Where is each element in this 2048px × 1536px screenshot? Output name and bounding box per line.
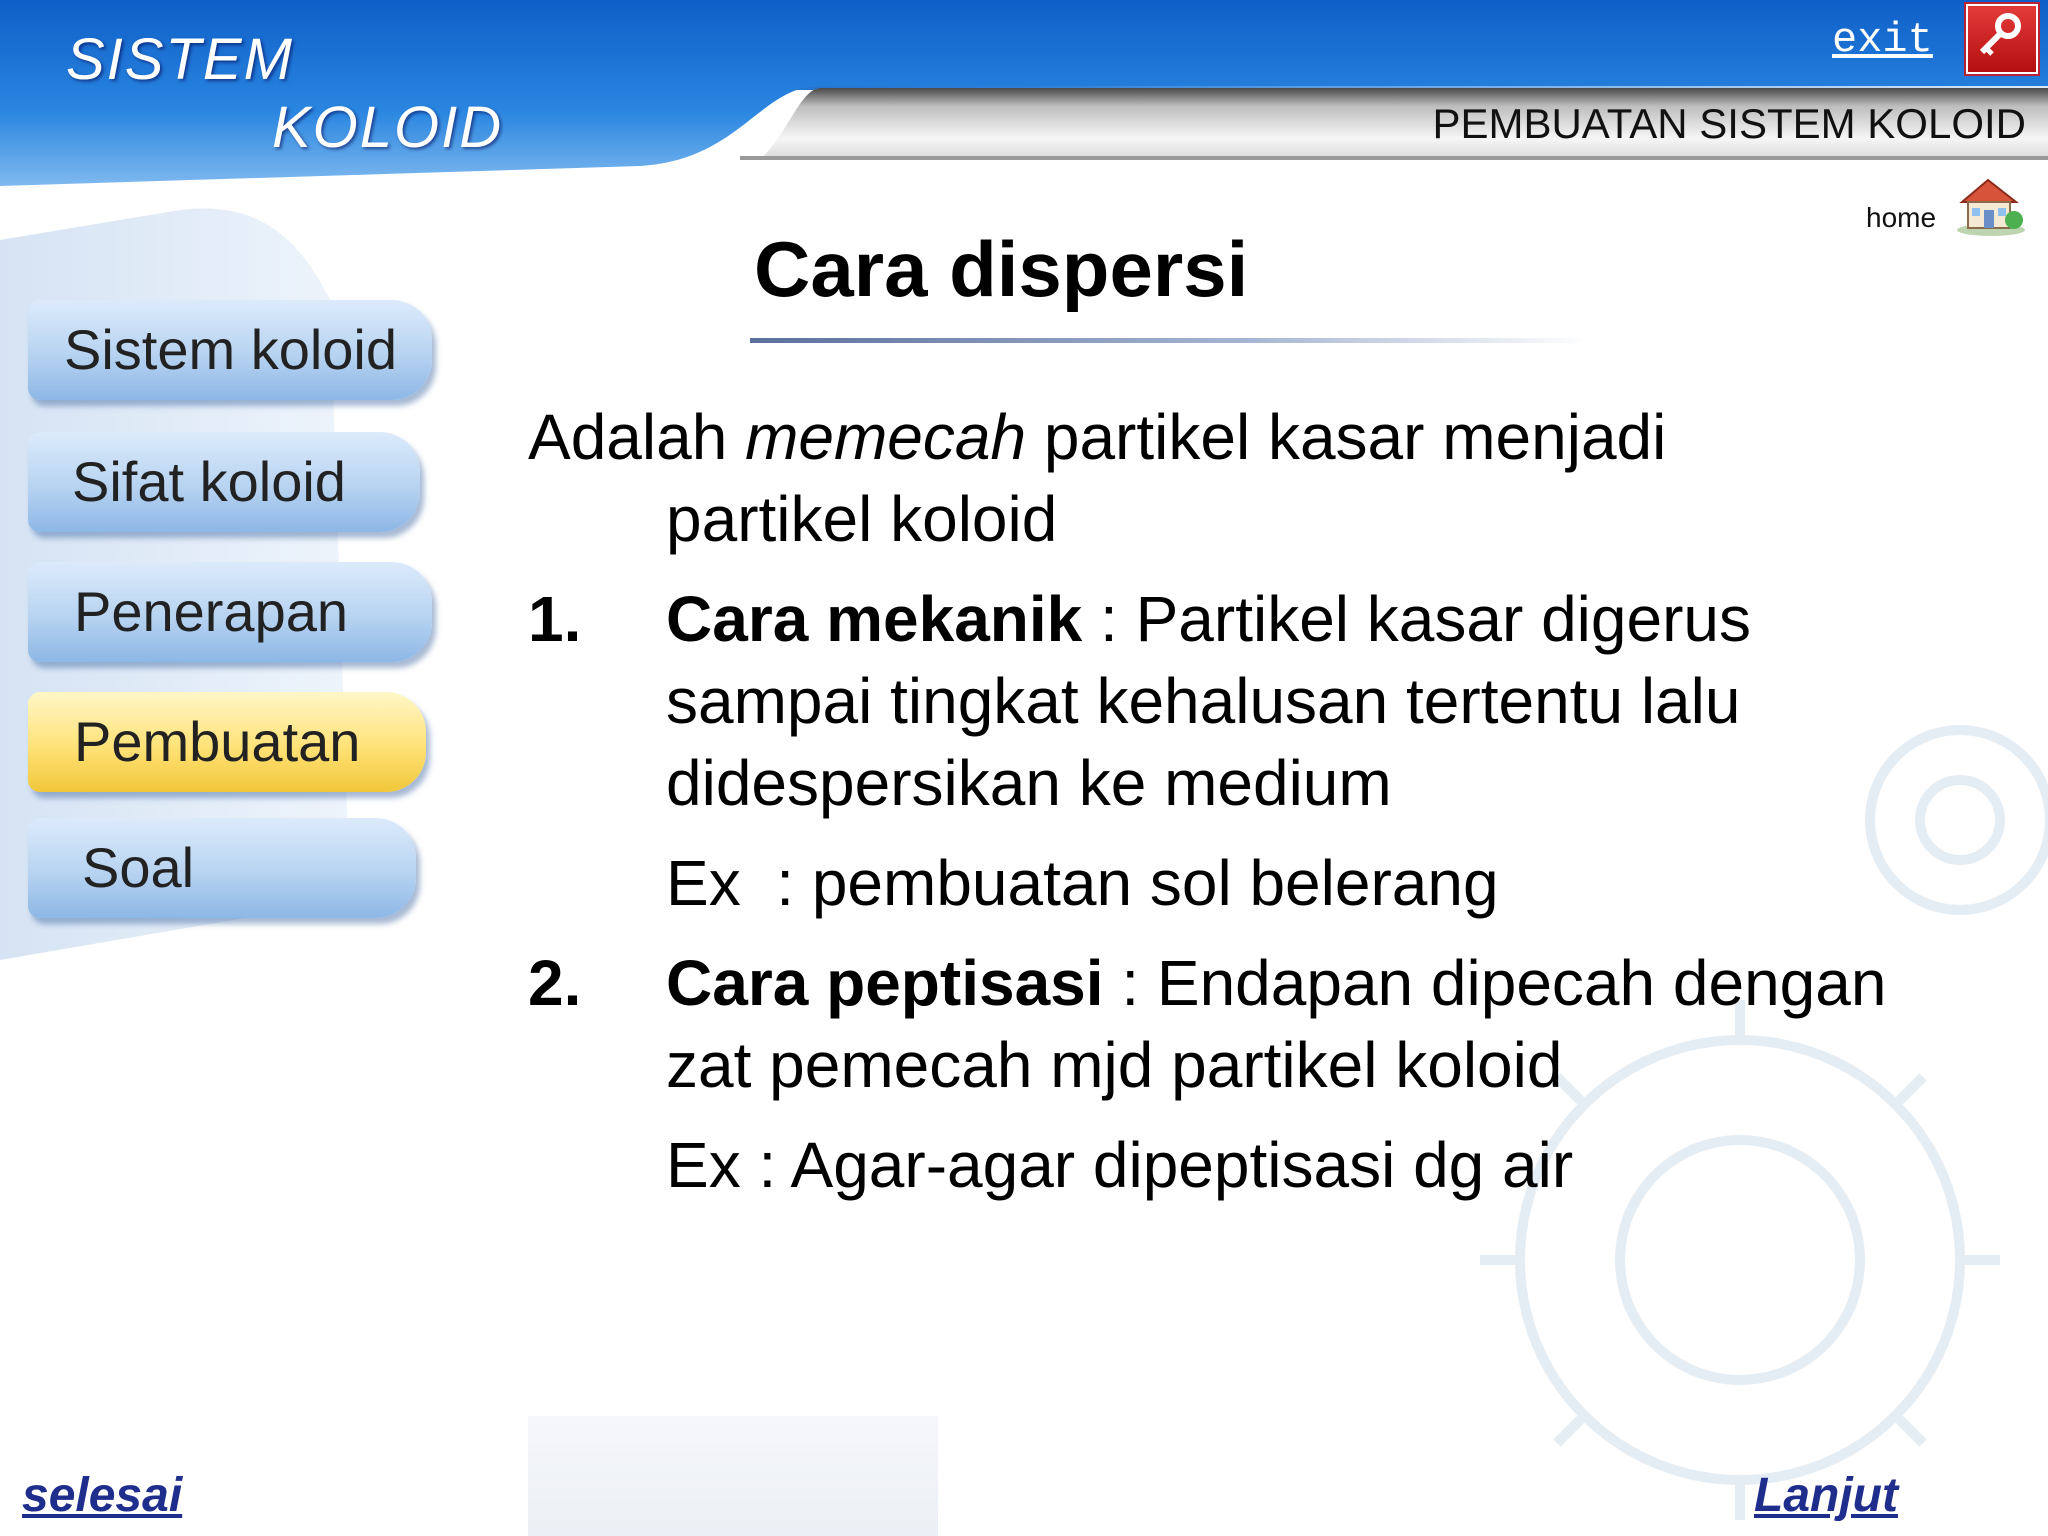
item-body bbox=[528, 942, 1948, 1106]
nav-pembuatan[interactable] bbox=[28, 692, 426, 792]
nav-soal[interactable] bbox=[28, 818, 416, 918]
footer-band bbox=[528, 1416, 938, 1536]
intro-paragraph bbox=[528, 396, 1948, 560]
item-number: 1. bbox=[528, 583, 582, 655]
item-text: : Partikel kasar digerus sampai tingkat kehalusan tertentu lalu didespersikan ke medium bbox=[666, 583, 1751, 819]
logo-sistem: SISTEM bbox=[66, 27, 294, 92]
key-icon bbox=[1968, 6, 2032, 68]
selesai-link[interactable]: selesai bbox=[22, 1469, 183, 1522]
nav-penerapan[interactable] bbox=[28, 562, 432, 662]
page-title: Cara dispersi bbox=[754, 225, 1249, 313]
nav-label: Penerapan bbox=[74, 580, 349, 643]
list-item bbox=[528, 942, 1948, 1206]
nav-sifat-koloid[interactable] bbox=[28, 432, 420, 532]
nav-label: Sifat koloid bbox=[72, 450, 346, 513]
item-term: Cara mekanik bbox=[666, 583, 1083, 655]
home-link[interactable]: home bbox=[1866, 202, 1937, 233]
item-example: Ex : Agar-agar dipeptisasi dg air bbox=[666, 1129, 1574, 1201]
item-term: Cara peptisasi bbox=[666, 947, 1104, 1019]
nav-label: Sistem koloid bbox=[64, 318, 398, 381]
section-title: PEMBUATAN SISTEM KOLOID bbox=[1432, 100, 2026, 147]
intro-before: Adalah bbox=[528, 401, 746, 473]
intro-line2: partikel koloid bbox=[666, 483, 1058, 555]
exit-link[interactable]: exit bbox=[1832, 16, 1933, 64]
nav-sistem-koloid[interactable] bbox=[28, 300, 432, 400]
item-body bbox=[528, 578, 1948, 824]
exit-button[interactable] bbox=[1966, 4, 2038, 74]
house-icon[interactable] bbox=[1954, 172, 2028, 238]
intro-emphasis: memecah bbox=[745, 401, 1027, 473]
item-example: Ex : pembuatan sol belerang bbox=[666, 847, 1499, 919]
title-underline bbox=[750, 338, 1590, 343]
intro-after: partikel kasar menjadi bbox=[1026, 401, 1667, 473]
lanjut-link[interactable]: Lanjut bbox=[1754, 1469, 1898, 1522]
list-item bbox=[528, 578, 1948, 924]
nav-label: Soal bbox=[82, 836, 195, 899]
item-text: : Endapan dipecah dengan zat pemecah mjd partikel koloid bbox=[666, 947, 1887, 1101]
item-number: 2. bbox=[528, 947, 582, 1019]
logo-koloid: KOLOID bbox=[272, 95, 504, 160]
nav-label: Pembuatan bbox=[74, 710, 361, 773]
content-body bbox=[528, 396, 1948, 1206]
